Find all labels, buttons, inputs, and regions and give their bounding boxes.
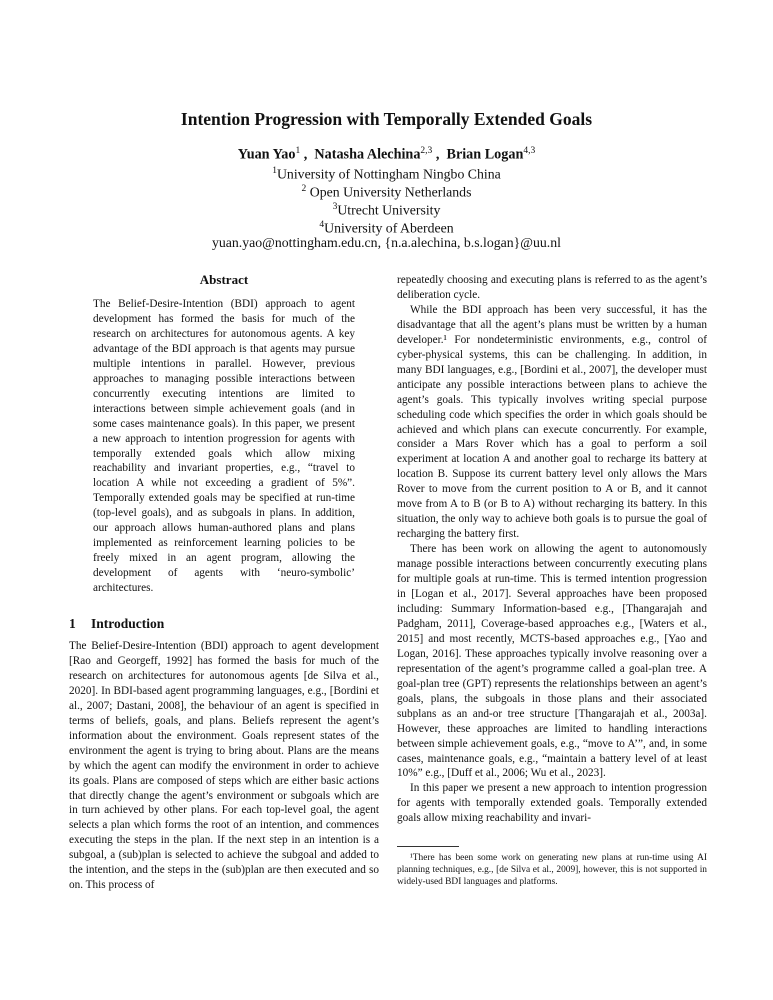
- intro-paragraph: The Belief-Desire-Intention (BDI) approach to agent development [Rao and Georgeff, 1992] has formed the basis for much of the research on architectures for autonomous agents [de Silva et al., 2020]. In BDI-based agent programming languages, e.g., [Bordini et al., 2007; Dastani, 2008], the behaviour of an agent is specified in terms of beliefs, goals, and plans. Beliefs represent the agent’s information about the environment. Goals represent states of the environment the agent is trying to bring about. Plans are the means by which the agent can modify the environment in order to achieve its goals. Plans are composed of steps which are either basic actions that directly change the agent’s environment or subgoals which are in turn achieved by other plans. For each top-level goal, the agent selects a plan which forms the root of an intention, and commences executing the steps in the plan. If the next step in an intention is a subgoal, a (sub)plan is selected to achieve the subgoal and added to the intention, and the steps in the (sub)plan are then executed and so on. This process of: [69, 640, 379, 892]
- affiliation-marker: 4: [319, 220, 325, 230]
- footnote-divider: [397, 846, 459, 847]
- author-affil-marker: 2,3: [420, 146, 433, 156]
- footnote: [397, 852, 707, 888]
- author-name: Brian Logan: [446, 146, 524, 163]
- affiliation-marker: 3: [332, 202, 338, 212]
- author-name: Natasha Alechina: [314, 146, 421, 163]
- affiliation-text: University of Aberdeen: [324, 220, 454, 236]
- section-heading: [69, 616, 379, 632]
- author-emails: yuan.yao@nottingham.edu.cn, {n.a.alechina, b.s.logan}@uu.nl: [211, 235, 561, 250]
- paper-title: Intention Progression with Temporally Extended Goals: [180, 109, 593, 129]
- author-name: Yuan Yao: [237, 146, 296, 163]
- affiliation-text: Open University Netherlands: [309, 184, 472, 200]
- abstract-text: The Belief-Desire-Intention (BDI) approach to agent development has formed the basis for much of the research on architectures for autonomous agents. A key advantage of the BDI approach is that agents may pursue multiple intentions in parallel. However, previous approaches to managing possible interactions between concurrently executing intentions are limited to interactions between simple achievement goals (and in some cases maintenance goals). In this paper, we present a new approach to intention progression for agents with temporally extended goals which allow mixing reachability and invariant properties, e.g., “travel to location A while not exceeding a gradient of 5%”. Temporally extended goals may be specified at run-time (top-level goals), and as subgoals in plans. In addition, our approach allows human-authored plans and plans implemented as reinforcement learning policies to be freely mixed in an agent program, allowing the development of agents with ‘neuro-symbolic’ architectures.: [93, 298, 355, 595]
- body-paragraph: repeatedly choosing and executing plans is referred to as the agent’s deliberation cycle.: [397, 274, 707, 301]
- section-number: 1: [69, 616, 76, 631]
- body-paragraph: In this paper we present a new approach to intention progression for agents with temporally extended goals. Temporally extended goals allow mixing reachability and invari-: [397, 782, 707, 825]
- right-column: [397, 273, 707, 826]
- affiliation-text: Utrecht University: [337, 202, 441, 218]
- author-affil-marker: 1: [295, 146, 301, 156]
- body-paragraph: There has been work on allowing the agent to autonomously manage possible interactions between concurrently executing plans for multiple goals at run-time. This is termed intention progression in [Logan et al., 2017]. Several approaches have been proposed including: Summary Information-based e.g., [Thangarajah and Padgham, 2011], Coverage-based approaches e.g., [Waters et al., 2015] and most recently, MCTS-based approaches e.g., [Yao and Logan, 2016]. These approaches typically involve reasoning over a representation of the agent’s programme called a goal-plan tree. A goal-plan tree (GPT) represents the relationships between an agent’s goals, plans, the subgoals in those plans and their associated subplans as an and-or tree structure [Thangarajah et al., 2003a]. However, these approaches are limited to handling interactions between simple achievement goals, e.g., “move to A’”, and, in some cases, maintenance goals, e.g., “maintain a battery level of at least 10%” e.g., [Duff et al., 2006; Wu et al., 2023].: [397, 543, 707, 780]
- body-paragraph: While the BDI approach has been very successful, it has the disadvantage that all the agent’s plans must be written by a human developer.¹ For nondeterministic environments, e.g., control of cyber-physical systems, this can be challenging. In addition, in many BDI languages, e.g., [Bordini et al., 2007], the developer must anticipate any possible interactions between plans to achieve the agent’s goals. This typically involves writing special purpose scheduling code which specifies the order in which goals should be achieved and which plans can execute concurrently. For example, consider a Mars Rover which has a goal to perform a soil experiment at location A and another goal to recharge its battery at location B. Suppose its current battery level only allows the Mars Rover to move from the current position to A or B, and it cannot move from A to B (or B to A) without recharging its battery. In this situation, the only way to achieve both goals is to pursue the goal of recharging the battery first.: [397, 303, 707, 541]
- section-title: Introduction: [91, 616, 165, 631]
- footnote-text: ¹There has been some work on generating new plans at run-time using AI planning techniques, e.g., [de Silva et al., 2009], however, this is not supported in widely-used BDI languages and platforms.: [397, 853, 707, 887]
- affiliation-text: University of Nottingham Ningbo China: [276, 166, 501, 182]
- affiliation-marker: 2: [301, 184, 307, 194]
- abstract-heading: Abstract: [199, 272, 249, 287]
- author-list: Yuan Yao$^1$ , Natasha Alechina$^{2,3}$ , Brian Logan$^{4,3}$: [237, 146, 536, 163]
- author-affil-marker: 4,3: [523, 146, 536, 156]
- affiliation-marker: 1: [272, 166, 277, 176]
